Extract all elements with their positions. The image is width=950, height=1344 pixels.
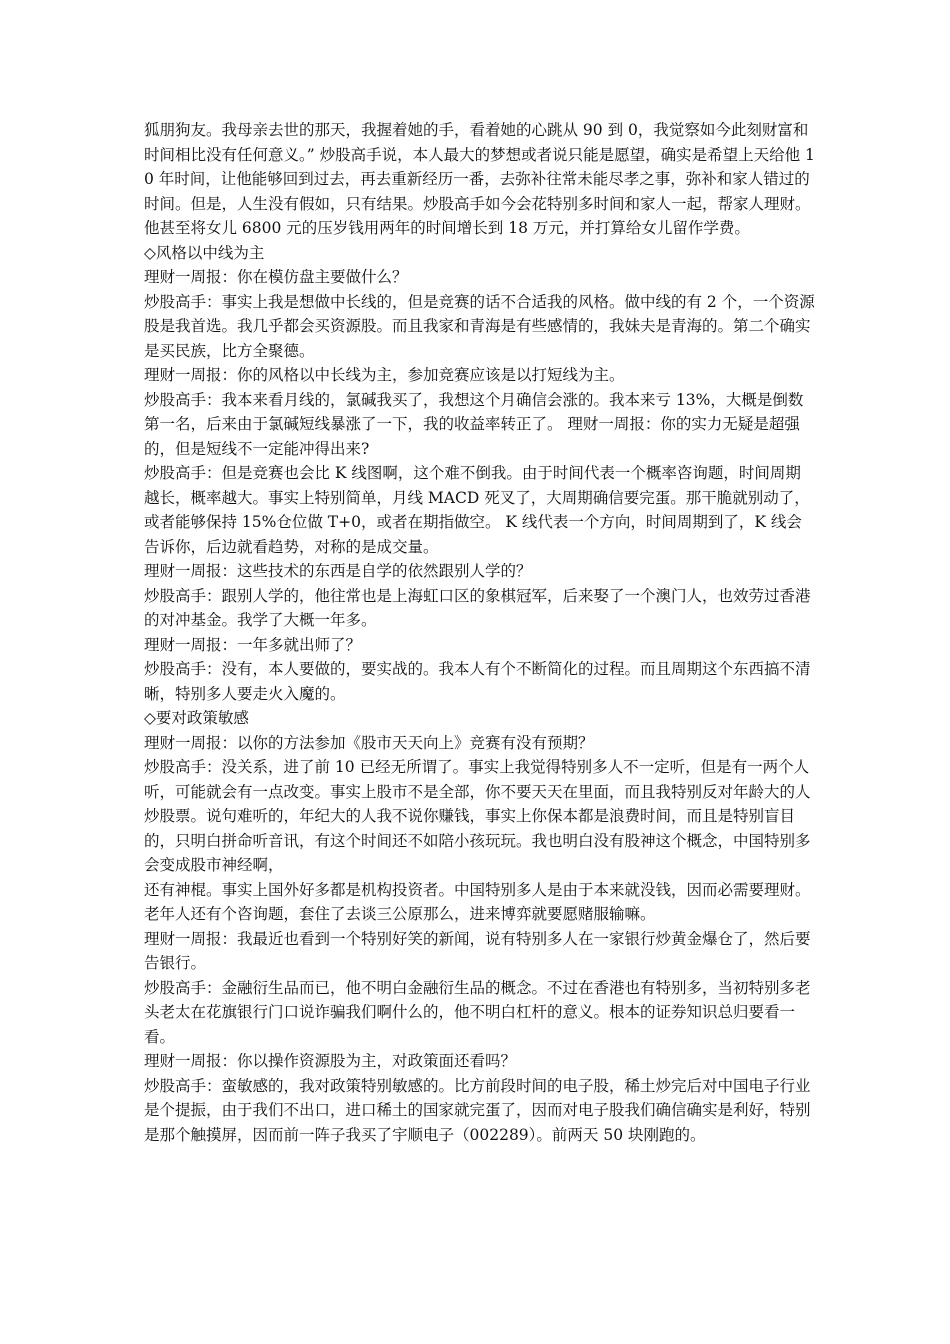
question-paragraph: 理财一周报：你的风格以中长线为主，参加竞赛应该是以打短线为主。 bbox=[144, 366, 625, 384]
answer-paragraph: 炒股高手：没有，本人要做的，要实战的。我本人有个不断简化的过程。而且周期这个东西搞不清晰，特别多人要走火入魔的。 bbox=[144, 660, 811, 703]
answer-paragraph: 炒股高手：金融衍生品而已，他不明白金融衍生品的概念。不过在香港也有特别多，当初特别多老头老太在花旗银行门口说诈骗我们啊什么的，他不明白杠杆的意义。根本的证券知识总归要看一看。 bbox=[144, 978, 811, 1046]
answer-paragraph: 炒股高手：事实上我是想做中长线的，但是竞赛的话不合适我的风格。做中线的有 2 个，一个资源股是我首选。我几乎都会买资源股。而且我家和青海是有些感情的，我妹夫是青海的。第二个确实是买民族，比方全聚德。 bbox=[144, 292, 815, 360]
question-paragraph: 理财一周报：你在模仿盘主要做什么？ bbox=[144, 268, 408, 286]
answer-paragraph: 炒股高手：我本来看月线的，氯碱我买了，我想这个月确信会涨的。我本来亏 13%，大概是倒数第一名，后来由于氯碱短线暴涨了一下，我的收益率转正了。 理财一周报：你的实力无疑是超强的，但是短线不一定能冲得出来? bbox=[144, 390, 804, 458]
question-paragraph: 理财一周报：以你的方法参加《股市天天向上》竞赛有没有预期？ bbox=[144, 733, 594, 752]
question-paragraph: 理财一周报：你以操作资源股为主，对政策面还看吗？ bbox=[144, 1052, 517, 1070]
answer-paragraph-continued: 还有神棍。事实上国外好多都是机构投资者。中国特别多人是由于本来就没钱，因而必需要理财。老年人还有个咨询题，套住了去谈三公原那么，进来博弈就要愿赌服输嘛。 bbox=[144, 880, 811, 923]
question-paragraph: 理财一周报：我最近也看到一个特别好笑的新闻，说有特别多人在一家银行炒黄金爆仓了，然后要告银行。 bbox=[144, 929, 811, 972]
question-paragraph: 理财一周报：这些技术的东西是自学的依然跟别人学的？ bbox=[144, 562, 532, 580]
paragraph-intro: 狐朋狗友。我母亲去世的那天，我握着她的手，看着她的心跳从 90 到 0，我觉察如今此刻财富和时间相比没有任何意义。” 炒股高手说，本人最大的梦想或者说只能是愿望，确实是希望上天给他 10 年时间，让他能够回到过去，再去重新经历一番，去弥补往常未能尽孝之事，弥补和家人错过的时间。但是，人生没有假如，只有结果。炒股高手如今会花特别多时间和家人一起，帮家人理财。他甚至将女儿 6800 元的压岁钱用两年的时间增长到 18 万元，并打算给女儿留作学费。 bbox=[144, 121, 815, 237]
answer-paragraph: 炒股高手：蛮敏感的，我对政策特别敏感的。比方前段时间的电子股，稀土炒完后对中国电子行业是个提振，由于我们不出口，进口稀土的国家就完蛋了，因而对电子股我们确信确实是利好，特别是那个触摸屏，因而前一阵子我买了宇顺电子（002289）。前两天 50 块刚跑的。 bbox=[144, 1076, 811, 1144]
answer-paragraph: 炒股高手：跟别人学的，他往常也是上海虹口区的象棋冠军，后来娶了一个澳门人，也效劳过香港的对冲基金。我学了大概一年多。 bbox=[144, 586, 811, 629]
section-heading-style: ◇风格以中线为主 bbox=[144, 243, 265, 262]
question-paragraph: 理财一周报：一年多就出师了？ bbox=[144, 635, 362, 654]
answer-paragraph: 炒股高手：但是竞赛也会比 K 线图啊，这个难不倒我。由于时间代表一个概率咨询题，时间周期越长，概率越大。事实上特别简单，月线 MACD 死叉了，大周期确信要完蛋。那干脆就别动了，或者能够保持 15%仓位做 T+0，或者在期指做空。 K 线代表一个方向，时间周期到了，K 线会告诉你，后边就看趋势，对称的是成交量。 bbox=[144, 464, 810, 556]
answer-paragraph: 炒股高手：没关系，进了前 10 已经无所谓了。事实上我觉得特别多人不一定听，但是有一两个人听，可能就会有一点改变。事实上股市不是全部，你不要天天在里面，而且我特别反对年龄大的人炒股票。说句难听的，年纪大的人我不说你赚钱，事实上你保本都是浪费时间，而且是特别盲目的，只明白拼命听音讯，有这个时间还不如陪小孩玩玩。我也明白没有股神这个概念，中国特别多会变成股市神经啊， bbox=[144, 758, 811, 874]
section-heading-policy: ◇要对政策敏感 bbox=[144, 709, 249, 727]
document-page bbox=[144, 118, 816, 1147]
